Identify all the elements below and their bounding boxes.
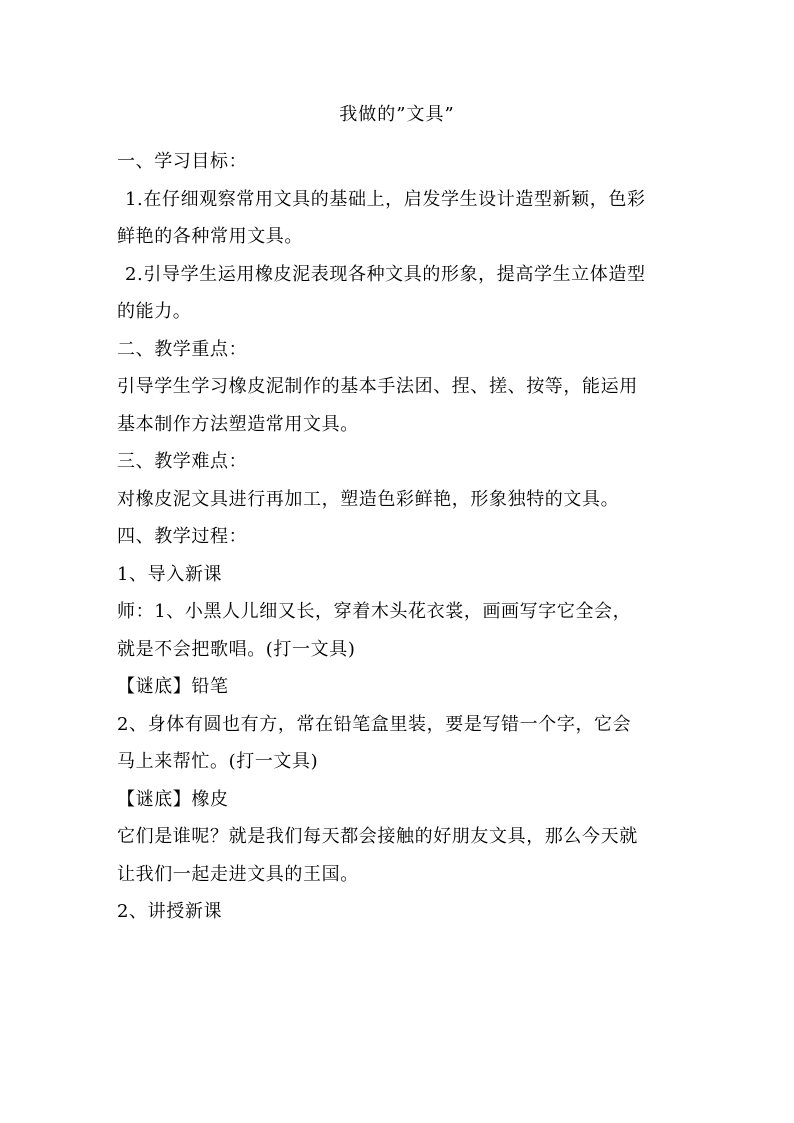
riddle-2-line-2: 马上来帮忙。(打一文具) xyxy=(117,751,319,772)
section-heading-difficulties: 三、教学难点： xyxy=(117,451,248,472)
key-points-line-2: 基本制作方法塑造常用文具。 xyxy=(117,413,359,435)
document-title: 我做的”文具” xyxy=(339,104,455,125)
difficulties-line-1: 对橡皮泥文具进行再加工，塑造色彩鲜艳，形象独特的文具。 xyxy=(117,488,620,510)
section-heading-key-points: 二、教学重点： xyxy=(117,338,248,360)
riddle-2-answer: 【谜底】橡皮 xyxy=(117,788,229,810)
process-step-teaching: 2、讲授新课 xyxy=(117,901,223,922)
transition-line-2: 让我们一起走进文具的王国。 xyxy=(117,863,359,885)
riddle-1-line-1: 师：1、小黑人儿细又长，穿着木头花衣裳，画画写字它全会， xyxy=(117,601,632,622)
process-step-intro: 1、导入新课 xyxy=(117,563,223,585)
transition-line-1: 它们是谁呢？就是我们每天都会接触的好朋友文具，那么今天就 xyxy=(117,826,638,847)
riddle-1-line-2: 就是不会把歌唱。(打一文具) xyxy=(117,638,356,660)
objective-1-line-2: 鲜艳的各种常用文具。 xyxy=(117,226,303,247)
riddle-1-answer: 【谜底】铅笔 xyxy=(117,676,229,697)
key-points-line-1: 引导学生学习橡皮泥制作的基本手法团、捏、搓、按等，能运用 xyxy=(117,376,638,397)
objective-2-line-2: 的能力。 xyxy=(117,301,192,322)
objective-2-line-1: 2.引导学生运用橡皮泥表现各种文具的形象，提高学生立体造型 xyxy=(125,263,646,285)
section-heading-process: 四、教学过程： xyxy=(117,526,248,547)
objective-1-line-1: 1.在仔细观察常用文具的基础上，启发学生设计造型新颖，色彩 xyxy=(125,188,646,210)
document-body xyxy=(117,143,682,931)
riddle-2-line-1: 2、身体有圆也有方，常在铅笔盒里装，要是写错一个字，它会 xyxy=(117,713,632,735)
section-heading-objectives: 一、学习目标： xyxy=(117,151,248,172)
